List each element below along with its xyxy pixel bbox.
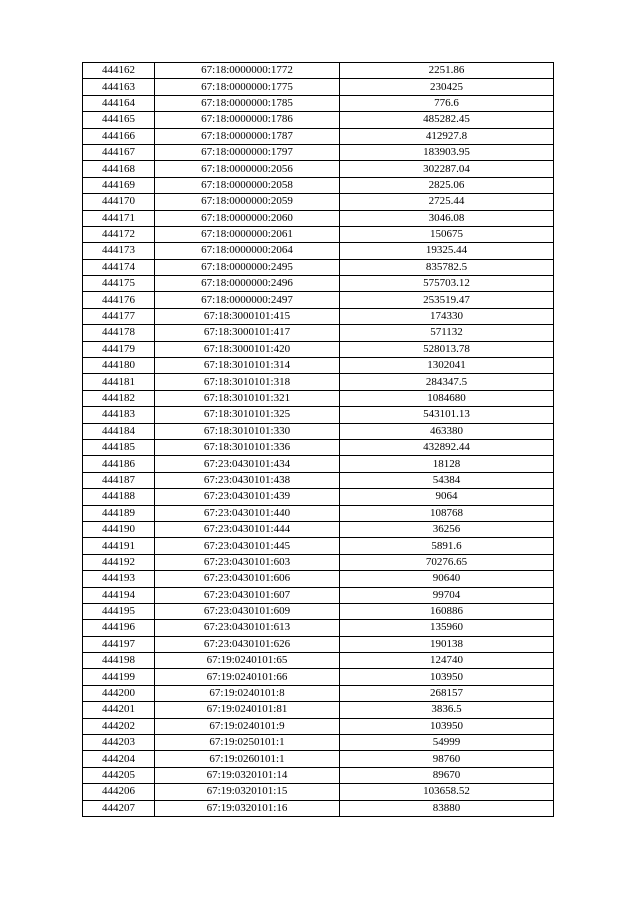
row-number-cell: 444168	[83, 161, 155, 177]
value-cell: 302287.04	[340, 161, 554, 177]
row-number-cell: 444186	[83, 456, 155, 472]
table-row	[83, 194, 554, 210]
row-number-cell: 444198	[83, 653, 155, 669]
table-row	[83, 243, 554, 259]
table-row	[83, 341, 554, 357]
value-cell: 835782.5	[340, 259, 554, 275]
table-body	[83, 63, 554, 817]
value-cell: 284347.5	[340, 374, 554, 390]
table-row	[83, 276, 554, 292]
table-row	[83, 669, 554, 685]
table-row	[83, 456, 554, 472]
row-number-cell: 444183	[83, 407, 155, 423]
cadastral-number-cell: 67:18:3000101:415	[155, 308, 340, 324]
table-row	[83, 735, 554, 751]
value-cell: 1302041	[340, 358, 554, 374]
cadastral-number-cell: 67:18:3000101:420	[155, 341, 340, 357]
cadastral-number-cell: 67:23:0430101:626	[155, 636, 340, 652]
value-cell: 18128	[340, 456, 554, 472]
row-number-cell: 444162	[83, 63, 155, 79]
table-row	[83, 505, 554, 521]
row-number-cell: 444181	[83, 374, 155, 390]
cadastral-number-cell: 67:18:0000000:2495	[155, 259, 340, 275]
row-number-cell: 444177	[83, 308, 155, 324]
value-cell: 70276.65	[340, 554, 554, 570]
table-row	[83, 653, 554, 669]
table-row	[83, 472, 554, 488]
value-cell: 571132	[340, 325, 554, 341]
row-number-cell: 444173	[83, 243, 155, 259]
row-number-cell: 444175	[83, 276, 155, 292]
row-number-cell: 444167	[83, 144, 155, 160]
value-cell: 103658.52	[340, 784, 554, 800]
value-cell: 103950	[340, 718, 554, 734]
value-cell: 99704	[340, 587, 554, 603]
data-table	[82, 62, 554, 817]
table-row	[83, 767, 554, 783]
table-row	[83, 292, 554, 308]
value-cell: 253519.47	[340, 292, 554, 308]
table-row	[83, 210, 554, 226]
cadastral-number-cell: 67:19:0240101:81	[155, 702, 340, 718]
value-cell: 135960	[340, 620, 554, 636]
row-number-cell: 444185	[83, 439, 155, 455]
table-row	[83, 374, 554, 390]
cadastral-number-cell: 67:18:0000000:1772	[155, 63, 340, 79]
cadastral-number-cell: 67:19:0240101:66	[155, 669, 340, 685]
row-number-cell: 444200	[83, 685, 155, 701]
value-cell: 1084680	[340, 390, 554, 406]
value-cell: 9064	[340, 489, 554, 505]
value-cell: 412927.8	[340, 128, 554, 144]
row-number-cell: 444182	[83, 390, 155, 406]
cadastral-number-cell: 67:18:0000000:1785	[155, 95, 340, 111]
cadastral-number-cell: 67:19:0240101:8	[155, 685, 340, 701]
value-cell: 90640	[340, 571, 554, 587]
table-row	[83, 144, 554, 160]
cadastral-number-cell: 67:23:0430101:439	[155, 489, 340, 505]
cadastral-number-cell: 67:23:0430101:606	[155, 571, 340, 587]
row-number-cell: 444187	[83, 472, 155, 488]
row-number-cell: 444189	[83, 505, 155, 521]
table-row	[83, 161, 554, 177]
value-cell: 2251.86	[340, 63, 554, 79]
row-number-cell: 444196	[83, 620, 155, 636]
cadastral-number-cell: 67:23:0430101:445	[155, 538, 340, 554]
row-number-cell: 444205	[83, 767, 155, 783]
row-number-cell: 444194	[83, 587, 155, 603]
row-number-cell: 444204	[83, 751, 155, 767]
cadastral-number-cell: 67:19:0250101:1	[155, 735, 340, 751]
table-row	[83, 620, 554, 636]
cadastral-number-cell: 67:19:0260101:1	[155, 751, 340, 767]
value-cell: 268157	[340, 685, 554, 701]
cadastral-number-cell: 67:19:0320101:14	[155, 767, 340, 783]
value-cell: 3046.08	[340, 210, 554, 226]
cadastral-number-cell: 67:18:3010101:321	[155, 390, 340, 406]
value-cell: 183903.95	[340, 144, 554, 160]
row-number-cell: 444172	[83, 226, 155, 242]
row-number-cell: 444197	[83, 636, 155, 652]
table-row	[83, 685, 554, 701]
cadastral-number-cell: 67:18:0000000:1787	[155, 128, 340, 144]
cadastral-number-cell: 67:18:3000101:417	[155, 325, 340, 341]
cadastral-number-cell: 67:23:0430101:440	[155, 505, 340, 521]
row-number-cell: 444201	[83, 702, 155, 718]
table-row	[83, 571, 554, 587]
row-number-cell: 444184	[83, 423, 155, 439]
row-number-cell: 444188	[83, 489, 155, 505]
row-number-cell: 444171	[83, 210, 155, 226]
cadastral-number-cell: 67:18:0000000:1797	[155, 144, 340, 160]
value-cell: 575703.12	[340, 276, 554, 292]
row-number-cell: 444174	[83, 259, 155, 275]
cadastral-number-cell: 67:18:3010101:314	[155, 358, 340, 374]
cadastral-number-cell: 67:23:0430101:444	[155, 521, 340, 537]
table-row	[83, 521, 554, 537]
value-cell: 160886	[340, 603, 554, 619]
cadastral-number-cell: 67:18:0000000:1775	[155, 79, 340, 95]
row-number-cell: 444202	[83, 718, 155, 734]
value-cell: 89670	[340, 767, 554, 783]
value-cell: 3836.5	[340, 702, 554, 718]
table-row	[83, 439, 554, 455]
table-row	[83, 702, 554, 718]
table-row	[83, 587, 554, 603]
cadastral-number-cell: 67:18:3010101:336	[155, 439, 340, 455]
table-row	[83, 423, 554, 439]
cadastral-number-cell: 67:18:3010101:325	[155, 407, 340, 423]
value-cell: 528013.78	[340, 341, 554, 357]
value-cell: 776.6	[340, 95, 554, 111]
table-row	[83, 603, 554, 619]
row-number-cell: 444203	[83, 735, 155, 751]
cadastral-number-cell: 67:23:0430101:434	[155, 456, 340, 472]
row-number-cell: 444179	[83, 341, 155, 357]
table-row	[83, 784, 554, 800]
value-cell: 432892.44	[340, 439, 554, 455]
row-number-cell: 444207	[83, 800, 155, 816]
value-cell: 108768	[340, 505, 554, 521]
table-row	[83, 538, 554, 554]
cadastral-number-cell: 67:18:3010101:330	[155, 423, 340, 439]
value-cell: 83880	[340, 800, 554, 816]
cadastral-number-cell: 67:18:0000000:2060	[155, 210, 340, 226]
value-cell: 36256	[340, 521, 554, 537]
table-row	[83, 636, 554, 652]
row-number-cell: 444192	[83, 554, 155, 570]
table-row	[83, 128, 554, 144]
value-cell: 543101.13	[340, 407, 554, 423]
row-number-cell: 444206	[83, 784, 155, 800]
table-row	[83, 554, 554, 570]
value-cell: 98760	[340, 751, 554, 767]
table-row	[83, 177, 554, 193]
cadastral-number-cell: 67:23:0430101:603	[155, 554, 340, 570]
row-number-cell: 444163	[83, 79, 155, 95]
table-row	[83, 800, 554, 816]
value-cell: 103950	[340, 669, 554, 685]
value-cell: 2825.06	[340, 177, 554, 193]
row-number-cell: 444193	[83, 571, 155, 587]
table-row	[83, 112, 554, 128]
cadastral-number-cell: 67:18:0000000:2497	[155, 292, 340, 308]
cadastral-number-cell: 67:23:0430101:609	[155, 603, 340, 619]
cadastral-number-cell: 67:23:0430101:607	[155, 587, 340, 603]
row-number-cell: 444178	[83, 325, 155, 341]
value-cell: 230425	[340, 79, 554, 95]
row-number-cell: 444170	[83, 194, 155, 210]
cadastral-number-cell: 67:18:3010101:318	[155, 374, 340, 390]
value-cell: 19325.44	[340, 243, 554, 259]
table-row	[83, 63, 554, 79]
table-row	[83, 308, 554, 324]
row-number-cell: 444166	[83, 128, 155, 144]
row-number-cell: 444191	[83, 538, 155, 554]
value-cell: 485282.45	[340, 112, 554, 128]
table-row	[83, 79, 554, 95]
cadastral-number-cell: 67:23:0430101:438	[155, 472, 340, 488]
table-row	[83, 259, 554, 275]
table-row	[83, 95, 554, 111]
row-number-cell: 444165	[83, 112, 155, 128]
row-number-cell: 444199	[83, 669, 155, 685]
table-row	[83, 489, 554, 505]
table-row	[83, 325, 554, 341]
row-number-cell: 444190	[83, 521, 155, 537]
value-cell: 124740	[340, 653, 554, 669]
value-cell: 2725.44	[340, 194, 554, 210]
cadastral-number-cell: 67:19:0240101:65	[155, 653, 340, 669]
cadastral-number-cell: 67:19:0320101:16	[155, 800, 340, 816]
table-row	[83, 390, 554, 406]
value-cell: 5891.6	[340, 538, 554, 554]
cadastral-number-cell: 67:18:0000000:2059	[155, 194, 340, 210]
row-number-cell: 444195	[83, 603, 155, 619]
cadastral-number-cell: 67:19:0240101:9	[155, 718, 340, 734]
cadastral-number-cell: 67:18:0000000:2056	[155, 161, 340, 177]
value-cell: 174330	[340, 308, 554, 324]
row-number-cell: 444164	[83, 95, 155, 111]
cadastral-number-cell: 67:18:0000000:2496	[155, 276, 340, 292]
row-number-cell: 444176	[83, 292, 155, 308]
table-row	[83, 751, 554, 767]
cadastral-number-cell: 67:18:0000000:1786	[155, 112, 340, 128]
row-number-cell: 444169	[83, 177, 155, 193]
cadastral-number-cell: 67:19:0320101:15	[155, 784, 340, 800]
value-cell: 190138	[340, 636, 554, 652]
cadastral-number-cell: 67:18:0000000:2064	[155, 243, 340, 259]
table-row	[83, 358, 554, 374]
value-cell: 463380	[340, 423, 554, 439]
cadastral-number-cell: 67:18:0000000:2061	[155, 226, 340, 242]
value-cell: 54999	[340, 735, 554, 751]
table-row	[83, 226, 554, 242]
cadastral-number-cell: 67:18:0000000:2058	[155, 177, 340, 193]
table-row	[83, 718, 554, 734]
row-number-cell: 444180	[83, 358, 155, 374]
table-row	[83, 407, 554, 423]
value-cell: 150675	[340, 226, 554, 242]
value-cell: 54384	[340, 472, 554, 488]
cadastral-number-cell: 67:23:0430101:613	[155, 620, 340, 636]
